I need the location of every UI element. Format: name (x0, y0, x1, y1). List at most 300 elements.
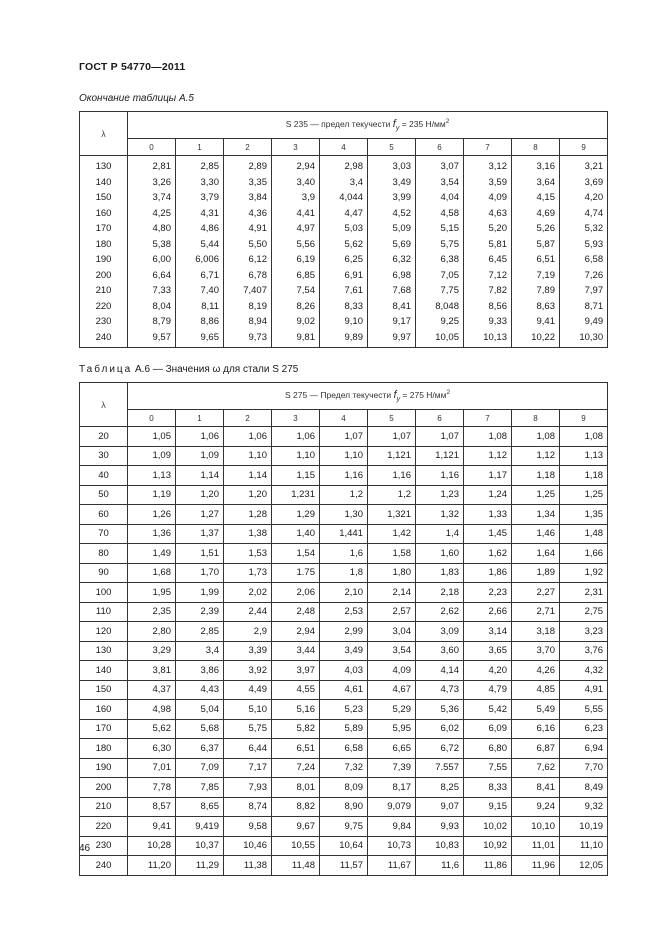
lambda-value: 170 (80, 719, 128, 739)
table-row (80, 446, 608, 466)
omega-value: 6,30 (128, 739, 176, 759)
lambda-value: 160 (80, 700, 128, 720)
omega-value: 3,39 (224, 641, 272, 661)
omega-value: 5,10 (224, 700, 272, 720)
omega-value: 5,68 (176, 719, 224, 739)
omega-value: 6,16 (512, 719, 560, 739)
omega-value: 1,08 (560, 427, 608, 447)
column-header: 4 (320, 139, 368, 156)
column-header: 2 (224, 410, 272, 427)
omega-value: 1,13 (560, 446, 608, 466)
omega-value: 1,10 (272, 446, 320, 466)
omega-value: 3,65 (464, 641, 512, 661)
omega-value: 5,16 (272, 700, 320, 720)
omega-value: 1,14 (224, 466, 272, 486)
omega-value: 2,66 (464, 602, 512, 622)
table-row (80, 719, 608, 739)
lambda-value: 140 (80, 661, 128, 681)
table-row (80, 563, 608, 583)
omega-value: 6,32 (368, 252, 416, 268)
group-label-prefix: S 235 — предел текучести (285, 118, 393, 129)
omega-value: 8,19 (224, 299, 272, 315)
omega-value: 8,09 (320, 778, 368, 798)
omega-value: 1,49 (128, 544, 176, 564)
omega-value: 1,28 (224, 505, 272, 525)
omega-value: 11,29 (176, 856, 224, 876)
omega-value: 10,37 (176, 836, 224, 856)
omega-value: 7,89 (512, 283, 560, 299)
omega-value: 8,57 (128, 797, 176, 817)
table-row (80, 661, 608, 681)
omega-value: 4,91 (224, 221, 272, 237)
omega-value: 9,49 (560, 314, 608, 330)
omega-value: 11,38 (224, 856, 272, 876)
omega-value: 4,03 (320, 661, 368, 681)
table-row (80, 206, 608, 222)
omega-value: 5,75 (224, 719, 272, 739)
omega-value: 4,20 (560, 190, 608, 206)
omega-value: 1,121 (368, 446, 416, 466)
omega-value: 4,15 (512, 190, 560, 206)
omega-value: 9,419 (176, 817, 224, 837)
table-row (80, 252, 608, 268)
omega-value: 10,83 (416, 836, 464, 856)
table-row (80, 836, 608, 856)
table-row (80, 466, 608, 486)
omega-value: 7,82 (464, 283, 512, 299)
omega-value: 2,57 (368, 602, 416, 622)
omega-value: 7,26 (560, 268, 608, 284)
lambda-value: 80 (80, 544, 128, 564)
table-row (80, 544, 608, 564)
table-row (80, 700, 608, 720)
omega-value: 3,54 (416, 175, 464, 191)
omega-value: 1,92 (560, 563, 608, 583)
omega-value: 11,01 (512, 836, 560, 856)
table-row (80, 156, 608, 175)
omega-value: 4,55 (272, 680, 320, 700)
omega-value: 3,44 (272, 641, 320, 661)
omega-value: 5,20 (464, 221, 512, 237)
omega-value: 6,72 (416, 739, 464, 759)
omega-value: 8,33 (464, 778, 512, 798)
omega-value: 1,68 (128, 563, 176, 583)
omega-value: 3,35 (224, 175, 272, 191)
omega-value: 2,14 (368, 583, 416, 603)
column-header: 2 (224, 139, 272, 156)
omega-value: 4,25 (128, 206, 176, 222)
omega-value: 6,98 (368, 268, 416, 284)
omega-value: 10,64 (320, 836, 368, 856)
omega-value: 3,26 (128, 175, 176, 191)
omega-value: 12,05 (560, 856, 608, 876)
omega-value: 5,55 (560, 700, 608, 720)
lambda-value: 100 (80, 583, 128, 603)
omega-value: 3,30 (176, 175, 224, 191)
omega-value: 8,048 (416, 299, 464, 315)
omega-value: 2,80 (128, 622, 176, 642)
omega-value: 3,18 (512, 622, 560, 642)
unit-exponent: 2 (445, 118, 450, 126)
omega-value: 11,10 (560, 836, 608, 856)
table-row (80, 427, 608, 447)
omega-value: 6,91 (320, 268, 368, 284)
omega-value: 4,79 (464, 680, 512, 700)
omega-value: 1,54 (272, 544, 320, 564)
omega-value: 1,25 (560, 485, 608, 505)
table-5-continuation-caption: Окончание таблицы А.5 (79, 93, 194, 104)
omega-value: 1,18 (512, 466, 560, 486)
omega-value: 5,42 (464, 700, 512, 720)
omega-value: 7,39 (368, 758, 416, 778)
omega-value: 7,407 (224, 283, 272, 299)
lambda-value: 180 (80, 739, 128, 759)
lambda-value: 110 (80, 602, 128, 622)
omega-value: 8,25 (416, 778, 464, 798)
omega-value: 4,73 (416, 680, 464, 700)
omega-value: 6,78 (224, 268, 272, 284)
yield-strength-header (128, 383, 608, 410)
column-header: 7 (464, 410, 512, 427)
omega-value: 8,82 (272, 797, 320, 817)
omega-value: 1,23 (416, 485, 464, 505)
lambda-value: 180 (80, 237, 128, 253)
omega-value: 5,82 (272, 719, 320, 739)
omega-value: 9,10 (320, 314, 368, 330)
lambda-value: 150 (80, 190, 128, 206)
omega-value: 4,52 (368, 206, 416, 222)
lambda-value: 220 (80, 817, 128, 837)
omega-value: 5,23 (320, 700, 368, 720)
table-a5-end (79, 111, 608, 348)
table-row (80, 778, 608, 798)
omega-value: 6,64 (128, 268, 176, 284)
omega-value: 4,74 (560, 206, 608, 222)
omega-value: 1,58 (368, 544, 416, 564)
lambda-value: 220 (80, 299, 128, 315)
table-row (80, 758, 608, 778)
omega-value: 8,63 (512, 299, 560, 315)
omega-value: 8,90 (320, 797, 368, 817)
omega-value: 10,28 (128, 836, 176, 856)
omega-value: 1,60 (416, 544, 464, 564)
omega-value: 4,09 (464, 190, 512, 206)
omega-value: 5,03 (320, 221, 368, 237)
lambda-value: 20 (80, 427, 128, 447)
omega-value: 4,80 (128, 221, 176, 237)
table-row (80, 190, 608, 206)
omega-value: 5,93 (560, 237, 608, 253)
omega-value: 2,31 (560, 583, 608, 603)
yield-strength-header (128, 112, 608, 139)
omega-value: 1,121 (416, 446, 464, 466)
omega-value: 7,19 (512, 268, 560, 284)
omega-value: 1,99 (176, 583, 224, 603)
omega-value: 4,36 (224, 206, 272, 222)
column-header: 3 (272, 410, 320, 427)
omega-value: 9,57 (128, 330, 176, 348)
omega-value: 8,49 (560, 778, 608, 798)
omega-value: 2,98 (320, 156, 368, 175)
omega-value: 1,37 (176, 524, 224, 544)
omega-value: 1,73 (224, 563, 272, 583)
omega-value: 10,13 (464, 330, 512, 348)
omega-value: 8,11 (176, 299, 224, 315)
omega-value: 2,71 (512, 602, 560, 622)
omega-value: 4,43 (176, 680, 224, 700)
omega-value: 2,9 (224, 622, 272, 642)
omega-value: 1,64 (512, 544, 560, 564)
omega-value: 1,16 (416, 466, 464, 486)
lambda-value: 200 (80, 268, 128, 284)
omega-value: 6,38 (416, 252, 464, 268)
omega-value: 11,86 (464, 856, 512, 876)
omega-value: 7,55 (464, 758, 512, 778)
omega-value: 3,07 (416, 156, 464, 175)
table-row (80, 221, 608, 237)
omega-value: 3,59 (464, 175, 512, 191)
lambda-value: 150 (80, 680, 128, 700)
omega-value: 1,70 (176, 563, 224, 583)
omega-value: 3,29 (128, 641, 176, 661)
omega-value: 2,10 (320, 583, 368, 603)
omega-value: 1,17 (464, 466, 512, 486)
omega-value: 7,54 (272, 283, 320, 299)
omega-value: 1,6 (320, 544, 368, 564)
omega-value: 2,18 (416, 583, 464, 603)
omega-value: 3,14 (464, 622, 512, 642)
omega-value: 5,29 (368, 700, 416, 720)
column-header: 4 (320, 410, 368, 427)
omega-value: 9,41 (128, 817, 176, 837)
omega-value: 2,99 (320, 622, 368, 642)
omega-value: 2,27 (512, 583, 560, 603)
column-header: 8 (512, 410, 560, 427)
omega-value: 5,89 (320, 719, 368, 739)
table-row (80, 268, 608, 284)
omega-value: 1,4 (416, 524, 464, 544)
column-header: 0 (128, 410, 176, 427)
omega-value: 9,25 (416, 314, 464, 330)
table-row (80, 237, 608, 253)
omega-value: 8,04 (128, 299, 176, 315)
omega-value: 4,69 (512, 206, 560, 222)
lambda-header: λ (80, 383, 128, 427)
omega-value: 9,75 (320, 817, 368, 837)
omega-value: 2,06 (272, 583, 320, 603)
omega-value: 4,31 (176, 206, 224, 222)
omega-value: 1,35 (560, 505, 608, 525)
table-row (80, 299, 608, 315)
omega-value: 4,63 (464, 206, 512, 222)
omega-value: 9,32 (560, 797, 608, 817)
omega-value: 1,07 (368, 427, 416, 447)
column-header: 1 (176, 139, 224, 156)
omega-value: 5,36 (416, 700, 464, 720)
omega-value: 3,4 (320, 175, 368, 191)
table-a6 (79, 382, 608, 876)
omega-value: 7,93 (224, 778, 272, 798)
omega-value: 6,44 (224, 739, 272, 759)
table-row (80, 583, 608, 603)
table-row (80, 739, 608, 759)
omega-value: 6,87 (512, 739, 560, 759)
table-row (80, 314, 608, 330)
omega-value: 9,33 (464, 314, 512, 330)
omega-value: 3,60 (416, 641, 464, 661)
table-row (80, 485, 608, 505)
omega-value: 6,58 (320, 739, 368, 759)
omega-value: 1,09 (176, 446, 224, 466)
column-header: 6 (416, 139, 464, 156)
omega-value: 6,58 (560, 252, 608, 268)
omega-value: 6,51 (272, 739, 320, 759)
lambda-value: 200 (80, 778, 128, 798)
omega-value: 3,04 (368, 622, 416, 642)
omega-value: 6,006 (176, 252, 224, 268)
omega-value: 5,69 (368, 237, 416, 253)
omega-value: 7,85 (176, 778, 224, 798)
omega-value: 10,22 (512, 330, 560, 348)
omega-value: 1,14 (176, 466, 224, 486)
omega-value: 8,74 (224, 797, 272, 817)
omega-value: 9,07 (416, 797, 464, 817)
omega-value: 10,02 (464, 817, 512, 837)
omega-value: 8,26 (272, 299, 320, 315)
lambda-value: 30 (80, 446, 128, 466)
omega-value: 1,24 (464, 485, 512, 505)
f-symbol: $f_y$ (392, 117, 400, 133)
omega-value: 8,41 (368, 299, 416, 315)
table-row (80, 524, 608, 544)
group-label-prefix: S 275 — Предел текучести (284, 389, 394, 400)
omega-value: 1,2 (368, 485, 416, 505)
omega-value: 4,58 (416, 206, 464, 222)
omega-value: 3,74 (128, 190, 176, 206)
omega-value: 4,86 (176, 221, 224, 237)
omega-value: 3,97 (272, 661, 320, 681)
omega-value: 9,079 (368, 797, 416, 817)
omega-value: 7,40 (176, 283, 224, 299)
omega-value: 3,21 (560, 156, 608, 175)
omega-value: 9,73 (224, 330, 272, 348)
omega-value: 4,97 (272, 221, 320, 237)
omega-value: 7,17 (224, 758, 272, 778)
omega-value: 3,76 (560, 641, 608, 661)
omega-value: 11,6 (416, 856, 464, 876)
column-header: 6 (416, 410, 464, 427)
table-row (80, 330, 608, 348)
omega-value: 1,08 (512, 427, 560, 447)
omega-value: 9,41 (512, 314, 560, 330)
omega-value: 1,08 (464, 427, 512, 447)
omega-value: 6,12 (224, 252, 272, 268)
omega-value: 6,25 (320, 252, 368, 268)
omega-value: 1,46 (512, 524, 560, 544)
column-header: 9 (560, 410, 608, 427)
lambda-value: 140 (80, 175, 128, 191)
omega-value: 2,39 (176, 602, 224, 622)
omega-value: 6,85 (272, 268, 320, 284)
table-row (80, 175, 608, 191)
omega-value: 5,09 (368, 221, 416, 237)
omega-value: 1,10 (224, 446, 272, 466)
omega-value: 4,09 (368, 661, 416, 681)
omega-value: 1,16 (320, 466, 368, 486)
omega-value: 1,33 (464, 505, 512, 525)
omega-value: 3,23 (560, 622, 608, 642)
omega-value: 10,73 (368, 836, 416, 856)
omega-value: 3,64 (512, 175, 560, 191)
omega-value: 6,37 (176, 739, 224, 759)
omega-value: 1,80 (368, 563, 416, 583)
omega-value: 5,75 (416, 237, 464, 253)
omega-value: 10,19 (560, 817, 608, 837)
omega-value: 6,19 (272, 252, 320, 268)
omega-value: 3,9 (272, 190, 320, 206)
omega-value: 4,98 (128, 700, 176, 720)
table-row (80, 505, 608, 525)
omega-value: 3,12 (464, 156, 512, 175)
omega-value: 11,48 (272, 856, 320, 876)
omega-value: 9,67 (272, 817, 320, 837)
omega-value: 2,89 (224, 156, 272, 175)
omega-value: 1,83 (416, 563, 464, 583)
omega-value: 1,25 (512, 485, 560, 505)
omega-value: 1,441 (320, 524, 368, 544)
omega-value: 1,48 (560, 524, 608, 544)
f-symbol: $f_y$ (393, 388, 401, 404)
omega-value: 5,95 (368, 719, 416, 739)
omega-value: 1,62 (464, 544, 512, 564)
omega-value: 6,02 (416, 719, 464, 739)
omega-value: 3,03 (368, 156, 416, 175)
omega-value: 3,99 (368, 190, 416, 206)
column-header: 0 (128, 139, 176, 156)
omega-value: 4,37 (128, 680, 176, 700)
omega-value: 7,01 (128, 758, 176, 778)
omega-value: 1.75 (272, 563, 320, 583)
omega-value: 5,38 (128, 237, 176, 253)
omega-value: 7,24 (272, 758, 320, 778)
omega-value: 4,26 (512, 661, 560, 681)
omega-value: 2,35 (128, 602, 176, 622)
omega-value: 5,32 (560, 221, 608, 237)
lambda-value: 90 (80, 563, 128, 583)
lambda-value: 230 (80, 314, 128, 330)
group-label-value: = 275 Н/мм (400, 389, 447, 400)
omega-value: 1,13 (128, 466, 176, 486)
omega-value: 1,34 (512, 505, 560, 525)
omega-value: 4,67 (368, 680, 416, 700)
omega-value: 7,05 (416, 268, 464, 284)
lambda-value: 230 (80, 836, 128, 856)
omega-value: 3,49 (320, 641, 368, 661)
omega-value: 1,06 (224, 427, 272, 447)
lambda-value: 210 (80, 797, 128, 817)
omega-value: 8,01 (272, 778, 320, 798)
omega-value: 9,02 (272, 314, 320, 330)
omega-value: 10,05 (416, 330, 464, 348)
column-header: 5 (368, 410, 416, 427)
omega-value: 5,50 (224, 237, 272, 253)
table-row (80, 622, 608, 642)
omega-value: 4,14 (416, 661, 464, 681)
table-row (80, 856, 608, 876)
omega-value: 7.557 (416, 758, 464, 778)
column-header: 9 (560, 139, 608, 156)
omega-value: 8,94 (224, 314, 272, 330)
